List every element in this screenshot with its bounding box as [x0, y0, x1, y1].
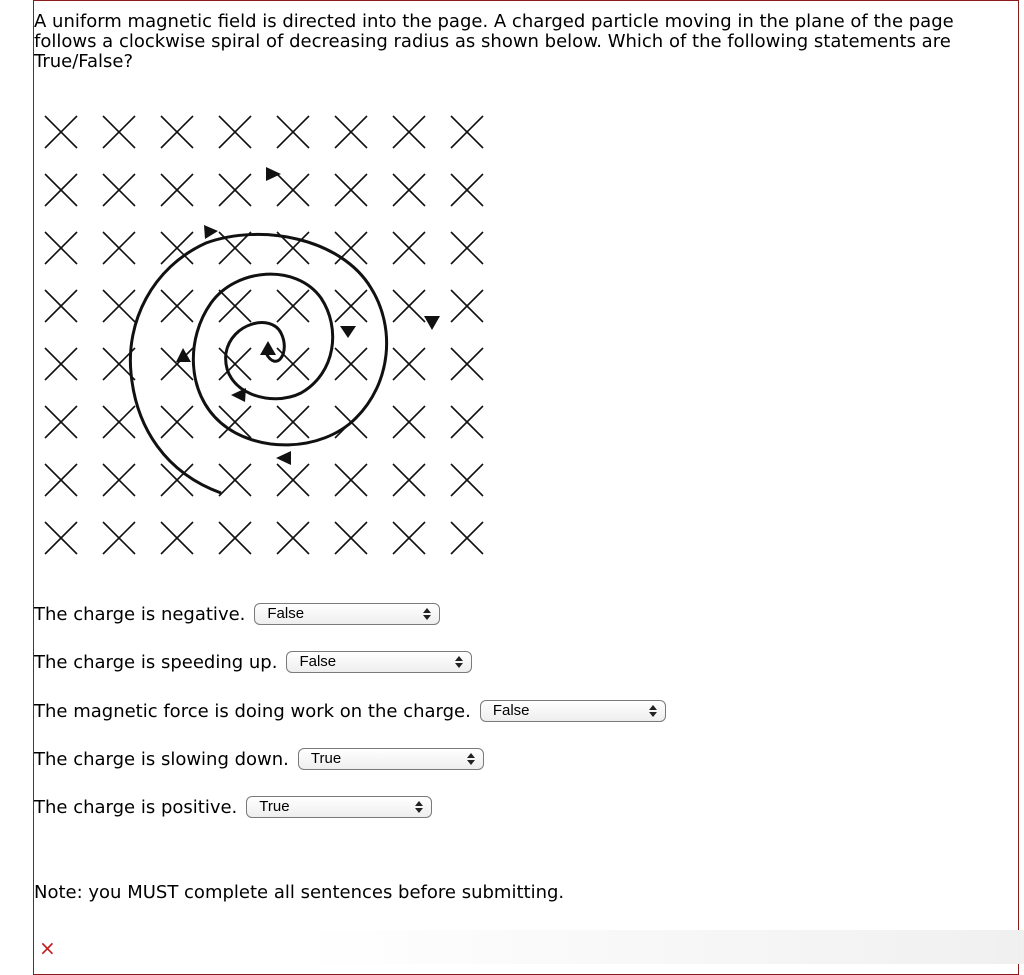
field-cross-icon [335, 116, 367, 148]
direction-arrows [176, 167, 440, 465]
statement-row-2 [34, 648, 472, 676]
answer-select-4[interactable] [298, 748, 484, 770]
field-cross-icon [277, 348, 309, 380]
field-cross-icon [103, 116, 135, 148]
arrow-mid-up [176, 348, 191, 362]
field-cross-icon [161, 348, 193, 380]
field-cross-icon [219, 464, 251, 496]
statement-text: The charge is positive. [34, 796, 238, 818]
field-cross-icon [393, 348, 425, 380]
statement-text: The charge is speeding up. [34, 651, 278, 673]
field-cross-icon [45, 116, 77, 148]
field-cross-icon [45, 290, 77, 322]
spiral-path [130, 234, 386, 493]
field-cross-icon [277, 116, 309, 148]
field-cross-icon [161, 290, 193, 322]
answer-select-3[interactable] [480, 700, 666, 722]
field-cross-icon [45, 464, 77, 496]
field-cross-icon [335, 522, 367, 554]
field-cross-icon [451, 174, 483, 206]
arrow-mid-left [276, 451, 291, 465]
field-cross-icon [451, 348, 483, 380]
field-grid [45, 116, 483, 554]
field-cross-icon [161, 406, 193, 438]
field-cross-icon [103, 464, 135, 496]
field-cross-icon [277, 406, 309, 438]
field-cross-icon [161, 174, 193, 206]
field-cross-icon [103, 406, 135, 438]
field-cross-icon [277, 174, 309, 206]
field-cross-icon [103, 522, 135, 554]
field-cross-icon [335, 290, 367, 322]
field-cross-icon [393, 406, 425, 438]
answer-select-value: False [299, 653, 337, 670]
answer-select-1[interactable] [254, 603, 440, 625]
field-cross-icon [451, 116, 483, 148]
field-cross-icon [219, 348, 251, 380]
select-arrows-icon [422, 604, 432, 624]
field-cross-icon [45, 522, 77, 554]
field-cross-icon [161, 116, 193, 148]
field-cross-icon [45, 174, 77, 206]
incorrect-mark-icon: × [39, 936, 56, 960]
field-cross-icon [393, 232, 425, 264]
field-cross-icon [335, 464, 367, 496]
magnetic-field-figure [36, 108, 506, 568]
field-cross-icon [103, 232, 135, 264]
statement-row-4 [34, 745, 484, 773]
select-arrows-icon [648, 701, 658, 721]
field-cross-icon [45, 348, 77, 380]
field-cross-icon [393, 522, 425, 554]
select-arrows-icon [454, 652, 464, 672]
arrow-outer-top [266, 167, 281, 181]
statement-text: The charge is slowing down. [34, 748, 289, 770]
field-cross-icon [393, 464, 425, 496]
field-cross-icon [219, 174, 251, 206]
field-cross-icon [277, 290, 309, 322]
field-cross-icon [335, 174, 367, 206]
field-cross-icon [393, 116, 425, 148]
field-cross-icon [219, 290, 251, 322]
field-cross-icon [451, 290, 483, 322]
field-cross-icon [219, 116, 251, 148]
field-cross-icon [393, 290, 425, 322]
arrow-outer-down [424, 316, 440, 330]
field-cross-icon [103, 174, 135, 206]
field-cross-icon [393, 174, 425, 206]
field-cross-icon [45, 406, 77, 438]
field-cross-icon [45, 232, 77, 264]
field-cross-icon [103, 290, 135, 322]
answer-select-2[interactable] [286, 651, 472, 673]
field-cross-icon [335, 348, 367, 380]
field-cross-icon [161, 522, 193, 554]
field-cross-icon [451, 232, 483, 264]
field-cross-icon [451, 464, 483, 496]
answer-select-value: True [259, 798, 290, 815]
arrow-inner-left [231, 388, 246, 402]
select-arrows-icon [414, 797, 424, 817]
answer-select-value: False [267, 605, 305, 622]
bottom-fade [300, 930, 1024, 964]
statement-text: The magnetic force is doing work on the charge. [34, 700, 471, 722]
question-text: A uniform magnetic field is directed into the page. A charged particle moving in the plane of the page follows a clockwise spiral of decreasing radius as shown below. Which of the following statements are True/False? [34, 11, 954, 72]
statement-row-1 [34, 600, 440, 628]
arrow-inner-up [260, 341, 276, 355]
answer-select-5[interactable] [246, 796, 432, 818]
field-cross-icon [219, 522, 251, 554]
statement-row-3 [34, 697, 666, 725]
statement-text: The charge is negative. [34, 603, 246, 625]
answer-select-value: True [310, 750, 342, 767]
field-cross-icon [277, 522, 309, 554]
select-arrows-icon [466, 749, 476, 769]
arrow-mid-right [340, 326, 356, 338]
arrow-outer-right [204, 225, 218, 239]
field-cross-icon [277, 464, 309, 496]
submission-note: Note: you MUST complete all sentences before submitting. [34, 882, 565, 903]
answer-select-value: False [492, 702, 530, 719]
field-cross-icon [451, 406, 483, 438]
field-cross-icon [335, 232, 367, 264]
field-cross-icon [451, 522, 483, 554]
statement-row-5 [34, 793, 432, 821]
